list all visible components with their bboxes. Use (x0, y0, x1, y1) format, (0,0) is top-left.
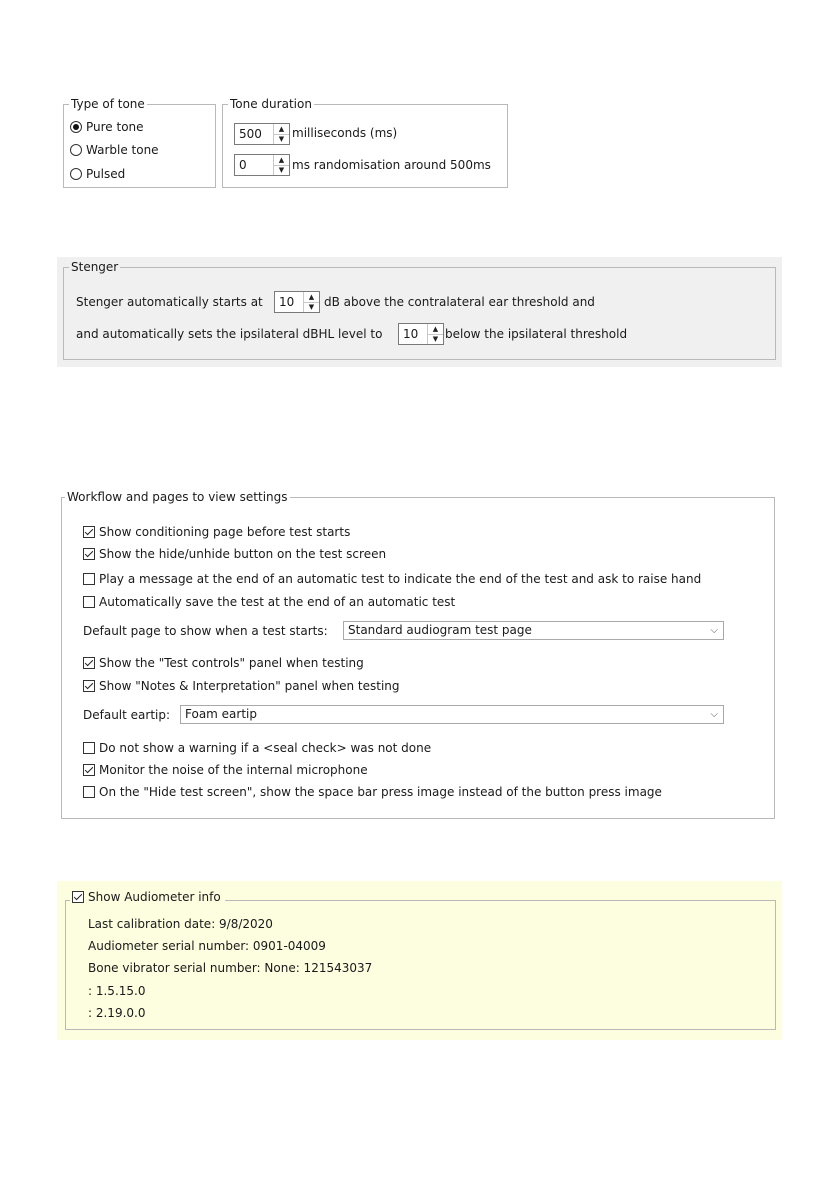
tone-duration-group (222, 97, 508, 188)
default-eartip-select[interactable] (180, 705, 724, 724)
checkbox-show-audiometer-info-box[interactable] (72, 891, 84, 903)
stenger-ipsilateral-value[interactable]: 10 (403, 327, 419, 341)
checkbox-test-controls-label: Show the "Test controls" panel when testing (99, 656, 364, 670)
radio-pure-tone-indicator[interactable] (70, 121, 82, 133)
stenger-legend: Stenger (71, 260, 119, 274)
audiometer-panel (57, 881, 782, 1040)
stenger-panel (57, 257, 782, 367)
radio-pulsed-indicator[interactable] (70, 168, 82, 180)
chevron-down-icon[interactable]: ⌵ (710, 709, 718, 720)
duration-stepper-buttons[interactable] (273, 124, 289, 144)
stenger-ipsilateral-buttons[interactable] (427, 324, 443, 344)
checkbox-auto-save-box[interactable] (83, 596, 95, 608)
stenger-ipsilateral-stepper[interactable] (398, 323, 444, 345)
checkbox-show-audiometer-info[interactable] (70, 889, 225, 905)
stenger-start-prefix: Stenger automatically starts at (76, 295, 263, 309)
duration-stepper[interactable] (234, 123, 290, 145)
checkbox-space-bar-image-box[interactable] (83, 786, 95, 798)
default-page-select[interactable] (343, 621, 724, 640)
checkbox-space-bar-image-label: On the "Hide test screen", show the space bar press image instead of the button press image (99, 785, 662, 799)
checkbox-auto-save[interactable] (83, 594, 455, 610)
checkbox-notes-interpretation-box[interactable] (83, 680, 95, 692)
stepper-up-icon[interactable]: ▲ (304, 292, 319, 303)
checkbox-test-controls-box[interactable] (83, 657, 95, 669)
checkbox-show-conditioning[interactable] (83, 524, 350, 540)
type-of-tone-legend: Type of tone (71, 97, 145, 111)
randomisation-label: ms randomisation around 500ms (292, 158, 491, 172)
bone-vibrator-serial: Bone vibrator serial number: None: 121543037 (88, 961, 373, 975)
checkbox-monitor-noise-label: Monitor the noise of the internal microphone (99, 763, 368, 777)
duration-value[interactable]: 500 (239, 127, 262, 141)
stepper-down-icon[interactable]: ▼ (432, 335, 439, 343)
radio-pure-tone-label: Pure tone (86, 120, 144, 134)
checkbox-show-hide-button-label: Show the hide/unhide button on the test screen (99, 547, 387, 561)
radio-pure-tone[interactable] (70, 119, 144, 135)
type-of-tone-group (63, 97, 216, 188)
radio-warble-tone[interactable] (70, 142, 159, 158)
checkbox-seal-check-warning-box[interactable] (83, 742, 95, 754)
stenger-start-value[interactable]: 10 (279, 295, 295, 309)
checkbox-play-message[interactable] (83, 571, 701, 587)
default-page-label: Default page to show when a test starts: (83, 624, 328, 638)
stenger-start-buttons[interactable] (303, 292, 319, 312)
stenger-start-stepper[interactable] (274, 291, 320, 313)
audiometer-group (65, 890, 776, 1030)
checkbox-notes-interpretation[interactable] (83, 678, 400, 694)
checkbox-monitor-noise-box[interactable] (83, 764, 95, 776)
stepper-up-icon[interactable]: ▲ (274, 155, 289, 166)
radio-warble-tone-label: Warble tone (86, 143, 159, 157)
stenger-ipsilateral-suffix: below the ipsilateral threshold (445, 327, 628, 341)
checkbox-auto-save-label: Automatically save the test at the end of an automatic test (99, 595, 456, 609)
stepper-down-icon[interactable]: ▼ (278, 166, 285, 174)
duration-unit-label: milliseconds (ms) (292, 126, 398, 140)
checkbox-show-conditioning-box[interactable] (83, 526, 95, 538)
checkbox-space-bar-image[interactable] (83, 784, 662, 800)
checkbox-play-message-box[interactable] (83, 573, 95, 585)
checkbox-play-message-label: Play a message at the end of an automatic test to indicate the end of the test and ask to raise hand (99, 572, 702, 586)
calibration-date: Last calibration date: 9/8/2020 (88, 917, 273, 931)
radio-warble-tone-indicator[interactable] (70, 144, 82, 156)
checkbox-show-hide-button-box[interactable] (83, 548, 95, 560)
stepper-up-icon[interactable]: ▲ (428, 324, 443, 335)
checkbox-seal-check-warning[interactable] (83, 740, 431, 756)
randomisation-value[interactable]: 0 (239, 158, 247, 172)
checkbox-notes-interpretation-label: Show "Notes & Interpretation" panel when testing (99, 679, 400, 693)
chevron-down-icon[interactable]: ⌵ (710, 625, 718, 636)
stenger-ipsilateral-prefix: and automatically sets the ipsilateral dBHL level to (76, 327, 383, 341)
randomisation-stepper[interactable] (234, 154, 290, 176)
workflow-group (61, 490, 775, 819)
tone-duration-legend: Tone duration (230, 97, 312, 111)
checkbox-monitor-noise[interactable] (83, 762, 368, 778)
checkbox-show-hide-button[interactable] (83, 546, 386, 562)
stepper-down-icon[interactable]: ▼ (278, 135, 285, 143)
stepper-down-icon[interactable]: ▼ (308, 303, 315, 311)
checkbox-show-audiometer-info-label: Show Audiometer info (88, 890, 221, 904)
audiometer-serial: Audiometer serial number: 0901-04009 (88, 939, 326, 953)
default-eartip-label: Default eartip: (83, 708, 171, 722)
workflow-legend: Workflow and pages to view settings (67, 490, 288, 504)
randomisation-stepper-buttons[interactable] (273, 155, 289, 175)
checkbox-show-conditioning-label: Show conditioning page before test starts (99, 525, 351, 539)
stenger-start-suffix: dB above the contralateral ear threshold and (324, 295, 595, 309)
version-line-1: : 1.5.15.0 (88, 984, 146, 998)
radio-pulsed-label: Pulsed (86, 167, 126, 181)
radio-pulsed[interactable] (70, 166, 125, 182)
stenger-group (63, 260, 776, 360)
stepper-up-icon[interactable]: ▲ (274, 124, 289, 135)
checkbox-seal-check-warning-label: Do not show a warning if a <seal check> was not done (99, 741, 432, 755)
default-page-value: Standard audiogram test page (348, 623, 532, 637)
version-line-2: : 2.19.0.0 (88, 1006, 146, 1020)
default-eartip-value: Foam eartip (185, 707, 257, 721)
checkbox-test-controls[interactable] (83, 655, 364, 671)
